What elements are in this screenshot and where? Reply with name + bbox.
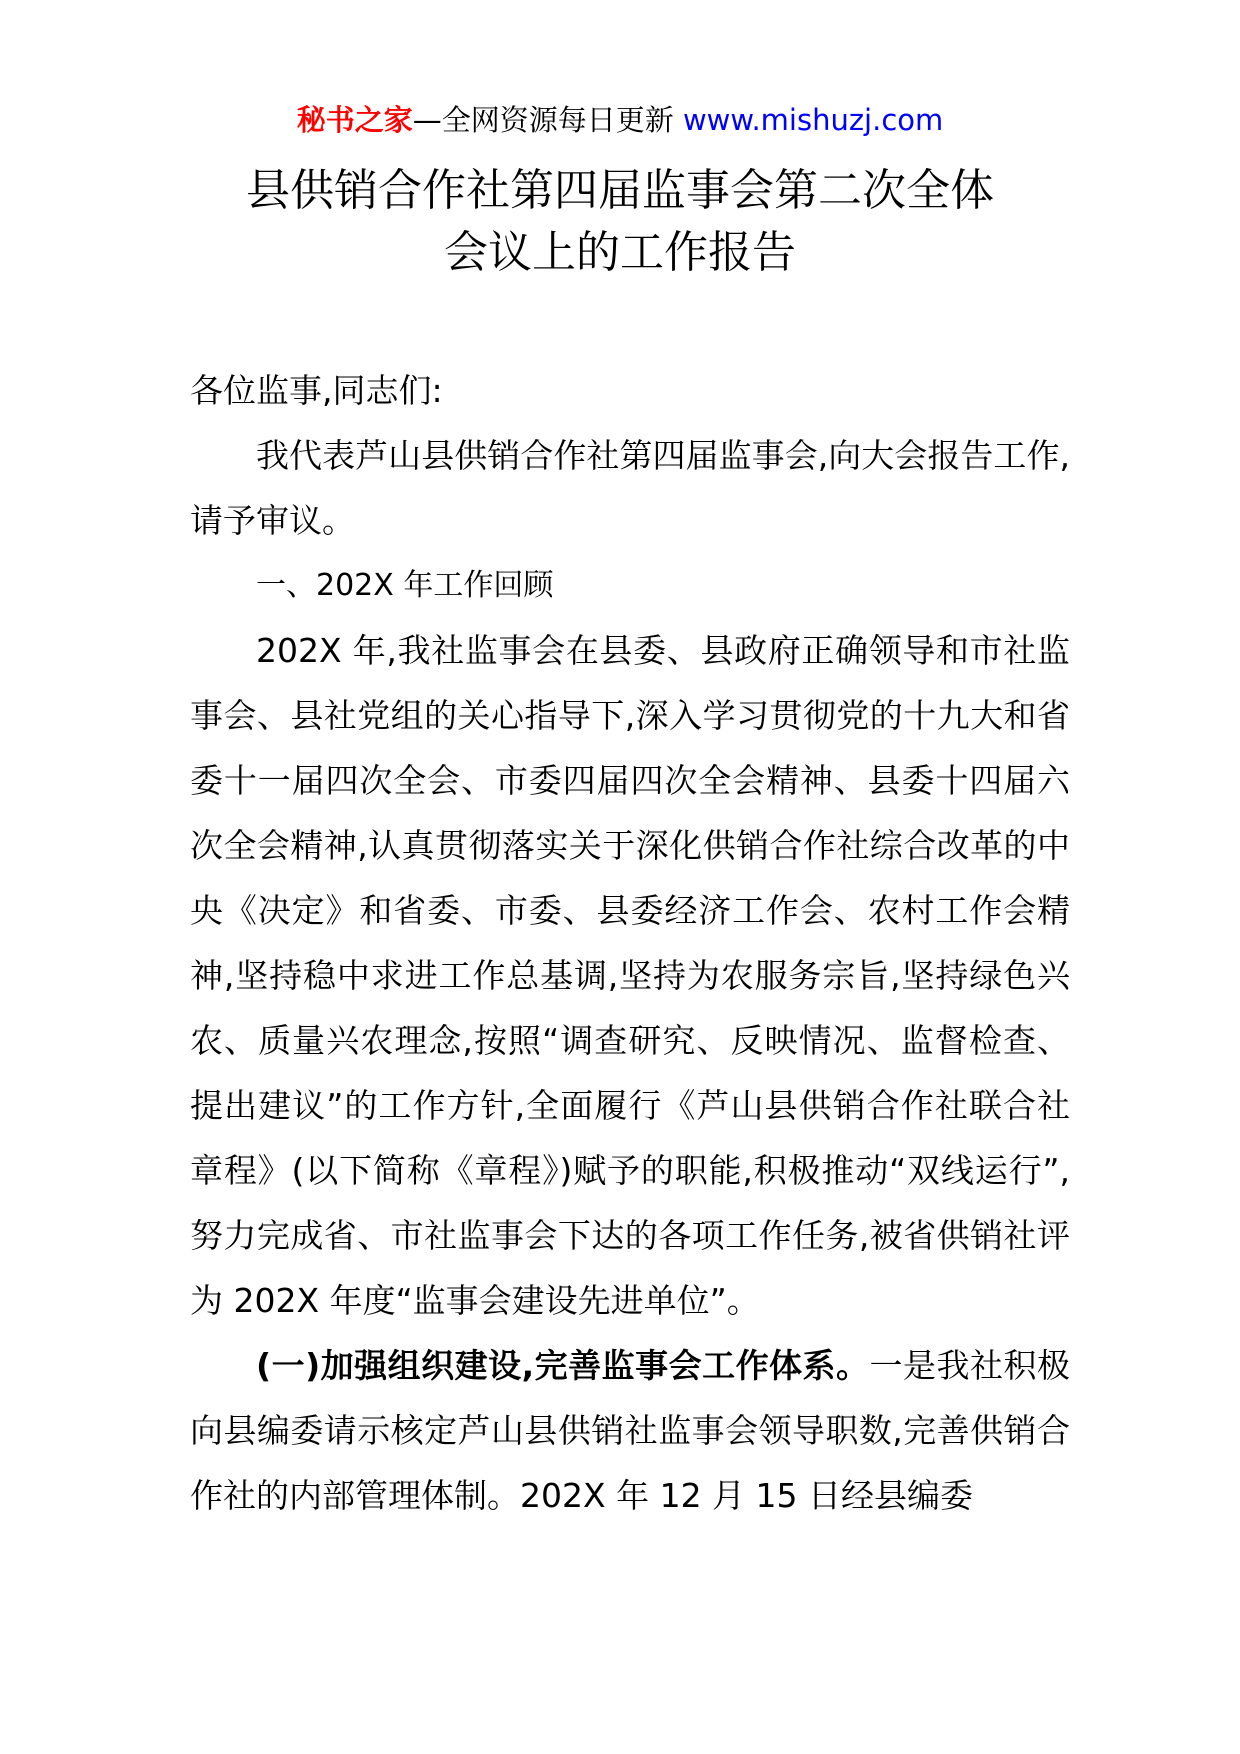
intro-paragraph: 我代表芦山县供销合作社第四届监事会,向大会报告工作,请予审议。 <box>190 436 1070 540</box>
title-line-2: 会议上的工作报告 <box>444 227 796 278</box>
website-link[interactable]: www.mishuzj.com <box>682 103 944 137</box>
document-title <box>0 160 1240 284</box>
site-header <box>0 100 1240 140</box>
brand-name: 秘书之家 <box>296 103 413 137</box>
header-slogan: —全网资源每日更新 <box>412 103 683 137</box>
salutation: 各位监事,同志们: <box>190 371 443 410</box>
subsection-text: 一是我社积极向县编委请示核定芦山县供销社监事会领导职数,完善供销合作社的内部管理体制。202X 年 12 月 15 日经县编委 <box>190 1346 1071 1515</box>
document-body <box>190 358 1070 1528</box>
subsection-paragraph <box>190 1333 1070 1528</box>
section-paragraph: 202X 年,我社监事会在县委、县政府正确领导和市社监事会、县社党组的关心指导下,深入学习贯彻党的十九大和省委十一届四次全会、市委四届四次全会精神、县委十四届六次全会精神,认真贯彻落实关于深化供销合作社综合改革的中央《决定》和省委、市委、县委经济工作会、农村工作会精神,坚持稳中求进工作总基调,坚持为农服务宗旨,坚持绿色兴农、质量兴农理念,按照“调查研究、反映情况、监督检查、提出建议”的工作方针,全面履行《芦山县供销合作社联合社章程》(以下简称《章程》)赋予的职能,积极推动“双线运行”,努力完成省、市社监事会下达的各项工作任务,被省供销社评为 202X 年度“监事会建设先进单位”。 <box>190 631 1070 1320</box>
section-heading: 一、202X 年工作回顾 <box>256 568 554 603</box>
title-line-1: 县供销合作社第四届监事会第二次全体 <box>246 165 994 216</box>
subsection-heading: (一)加强组织建设,完善监事会工作体系。 <box>256 1346 870 1385</box>
